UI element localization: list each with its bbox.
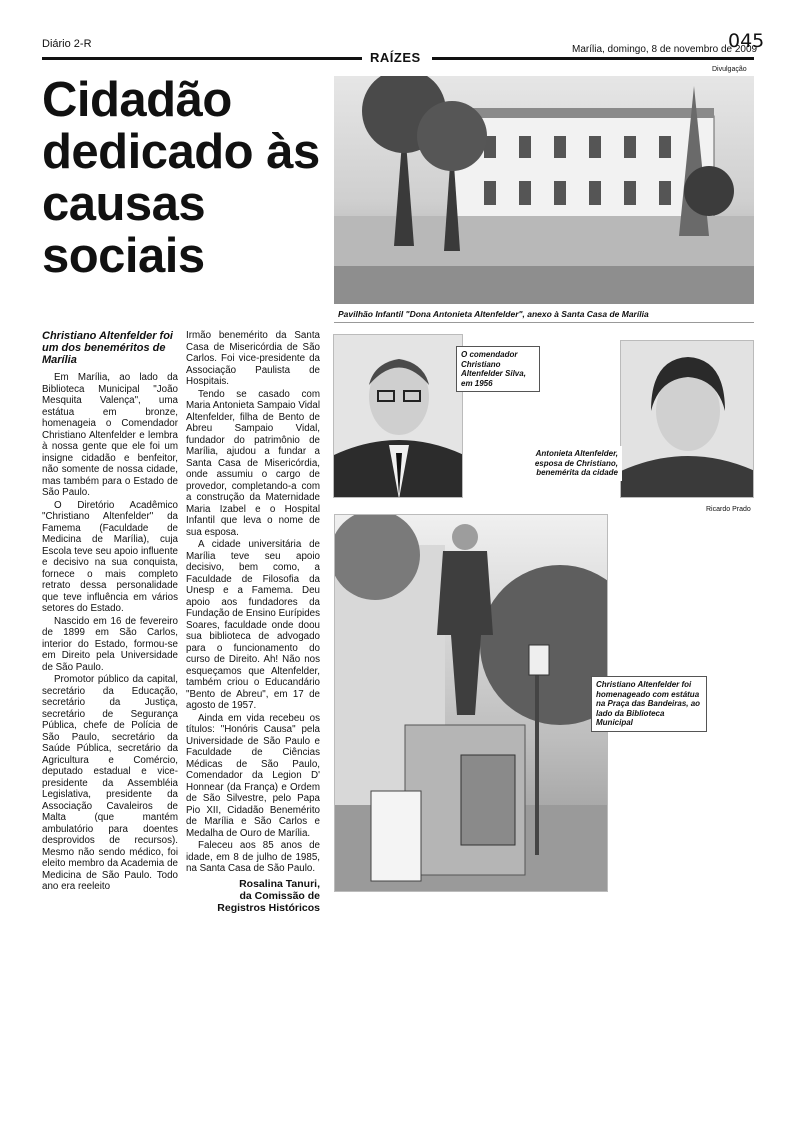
paragraph: Promotor público da capital, secretário da Educação, secretário da Justiça, secretário de Segurança Pública, chefe de Polícia de São Paulo, secretário da Saúde Pública, secretário da Agricultura e Comércio, deputado estadual e vice-presidente da Assembléia Legislativa, presidente da Associação Cavaleiros de Malta (que mantém ambulatório para doentes desprovidos de recursos). Mesmo não sendo médico, foi eleito membro da Academia de Medicina de São Paulo. Todo ano era reeleito [42, 674, 178, 892]
paragraph: Nascido em 16 de fevereiro de 1899 em São Carlos, interior do Estado, formou-se em Direito pela Universidade de São Paulo. [42, 615, 178, 673]
paragraph: Irmão benemérito da Santa Casa de Misericórdia de São Carlos. Foi vice-presidente da Associação Paulista de Hospitais. [186, 330, 320, 387]
statue-photo [334, 514, 608, 892]
photo-credit: Divulgação [712, 66, 747, 73]
byline-author: Rosalina Tanuri, [239, 877, 320, 890]
man-portrait-caption: O comendador Christiano Altenfelder Silva, em 1956 [456, 346, 540, 392]
byline-line: da Comissão de [239, 889, 320, 902]
headline: Cidadão dedicado às causas sociais [42, 73, 320, 283]
pavilion-caption: Pavilhão Infantil "Dona Antonieta Altenfelder", anexo à Santa Casa de Marília [334, 306, 754, 323]
byline [186, 878, 320, 914]
pavilion-photo [334, 76, 754, 304]
photo-credit: Ricardo Prado [706, 506, 751, 513]
publication-name: Diário 2-R [42, 38, 92, 50]
article-column-1 [42, 330, 178, 894]
header-rule-left [42, 57, 362, 60]
paragraph: Tendo se casado com Maria Antonieta Sampaio Vidal Altenfelder, filha de Bento de Abreu Sampaio Vidal, fundador do patrimônio de Marília, ajudou a fundar a Santa Casa de Misericórdia, onde assumiu o cargo de provedor, completando-a com a construção da Maternidade Maria Izabel e o Hospital Infantil que leva o nome de sua esposa. [186, 388, 320, 538]
paragraph: Ainda em vida recebeu os títulos: "Honóris Causa" pela Universidade de São Paulo e Faculdade de Ciências Médicas de São Paulo, Comendador da Legion D' Honnear (da França) e Ordem de São Silvestre, pelo Papa Pio XII, Cidadão Benemérito de Marília e São Carlos e Medalha de Ouro de Marília. [186, 712, 320, 839]
paragraph: A cidade universitária de Marília teve seu apoio decisivo, bem como, a Faculdade de Filosofia da Unesp e a Famema. Deu apoio aos fundadores da Fundação de Ensino Eurípides Soares, faculdade onde doou sua biblioteca de advogado para o funcionamento do curso de Direito. Ah! Não nos esqueçamos que Altenfelder, também criou o Educandário "Bento de Abreu", em 17 de agosto de 1957. [186, 539, 320, 711]
dateline: Marília, domingo, 8 de novembro de 2009 [572, 44, 758, 55]
paragraph: O Diretório Acadêmico "Christiano Altenfelder" da Famema (Faculdade de Medicina de Marília), cuja Escola teve seu apoio influente e decisivo na sua conquista, fornece o mais completo retrato dessa personalidade que teve influência em vários setores do Estado. [42, 499, 178, 614]
section-title: RAÍZES [370, 50, 421, 65]
statue-caption: Christiano Altenfelder foi homenageado com estátua na Praça das Bandeiras, ao lado da Biblioteca Municipal [591, 676, 707, 732]
header-rule-right [432, 57, 754, 60]
article-deck: Christiano Altenfelder foi um dos beneméritos de Marília [42, 330, 173, 366]
paragraph: Faleceu aos 85 anos de idade, em 8 de julho de 1985, na Santa Casa de São Paulo. [186, 840, 320, 874]
paragraph: Em Marília, ao lado da Biblioteca Municipal "João Mesquita Valença", uma estátua em bronze, homenageia o Comendador Christiano Altenfelder e lembra à nossa gente que ele foi um insigne cidadão e benfeitor, não somente de nossa cidade, mas também para o Estado de São Paulo. [42, 372, 178, 498]
woman-portrait-photo [620, 340, 754, 498]
woman-portrait-caption: Antonieta Altenfelder, esposa de Christiano, benemérita da cidade [518, 446, 622, 481]
article-column-2 [186, 330, 320, 914]
page-number: 045 [728, 30, 765, 52]
byline-line: Registros Históricos [217, 901, 320, 914]
man-portrait-photo [333, 334, 463, 498]
